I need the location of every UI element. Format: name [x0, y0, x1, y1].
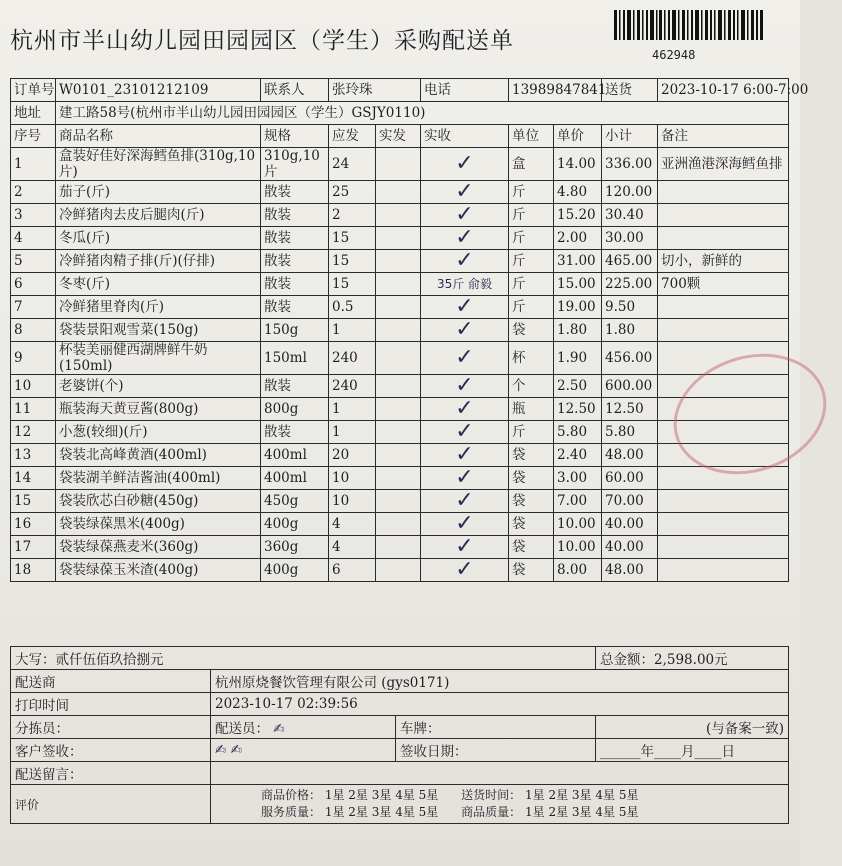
item-unit: 斤 [509, 250, 554, 273]
row-no: 6 [11, 273, 56, 296]
item-qty: 4 [329, 536, 376, 559]
received-check: ✓ [421, 490, 509, 513]
item-unit: 斤 [509, 204, 554, 227]
item-spec: 400ml [261, 444, 329, 467]
item-subtotal: 12.50 [602, 398, 658, 421]
message-label: 配送留言： [11, 762, 211, 785]
item-name: 袋装绿葆燕麦米(360g) [56, 536, 261, 559]
row-no: 4 [11, 227, 56, 250]
item-qty: 6 [329, 559, 376, 582]
table-row [11, 513, 789, 536]
table-row [11, 467, 789, 490]
item-name: 袋装景阳观雪菜(150g) [56, 319, 261, 342]
item-subtotal: 1.80 [602, 319, 658, 342]
item-qty: 10 [329, 467, 376, 490]
item-price: 12.50 [554, 398, 602, 421]
item-subtotal: 48.00 [602, 559, 658, 582]
item-subtotal: 120.00 [602, 181, 658, 204]
item-subtotal: 40.00 [602, 513, 658, 536]
col-header: 实收 [421, 125, 509, 148]
total-value: 2,598.00元 [654, 652, 728, 668]
item-spec: 散装 [261, 421, 329, 444]
received-check: ✓ [421, 342, 509, 375]
col-header: 规格 [261, 125, 329, 148]
actual-qty [376, 319, 421, 342]
row-no: 7 [11, 296, 56, 319]
received-check: ✓ [421, 319, 509, 342]
received-check: 35斤 俞毅 [421, 273, 509, 296]
item-price: 8.00 [554, 559, 602, 582]
item-spec: 310g,10片 [261, 148, 329, 181]
item-spec: 散装 [261, 250, 329, 273]
row-no: 5 [11, 250, 56, 273]
item-note [658, 319, 789, 342]
item-spec: 400g [261, 559, 329, 582]
item-unit: 袋 [509, 467, 554, 490]
item-unit: 个 [509, 375, 554, 398]
address-label: 地址 [11, 102, 56, 125]
actual-qty [376, 490, 421, 513]
item-price: 3.00 [554, 467, 602, 490]
item-price: 2.40 [554, 444, 602, 467]
sign-date-label: 签收日期： [396, 739, 596, 762]
item-unit: 盒 [509, 148, 554, 181]
item-name: 袋装绿葆黑米(400g) [56, 513, 261, 536]
item-subtotal: 465.00 [602, 250, 658, 273]
table-row [11, 181, 789, 204]
received-check: ✓ [421, 444, 509, 467]
actual-qty [376, 536, 421, 559]
row-no: 14 [11, 467, 56, 490]
address-row [11, 102, 789, 125]
actual-qty [376, 398, 421, 421]
item-name: 冷鲜猪里脊肉(斤) [56, 296, 261, 319]
item-price: 31.00 [554, 250, 602, 273]
item-spec: 400ml [261, 467, 329, 490]
table-row [11, 227, 789, 250]
actual-qty [376, 559, 421, 582]
item-subtotal: 5.80 [602, 421, 658, 444]
table-row [11, 490, 789, 513]
item-note [658, 181, 789, 204]
item-spec: 散装 [261, 181, 329, 204]
item-spec: 150ml [261, 342, 329, 375]
received-check: ✓ [421, 467, 509, 490]
item-unit: 斤 [509, 296, 554, 319]
table-row [11, 273, 789, 296]
actual-qty [376, 467, 421, 490]
plate-label: 车牌： [396, 716, 596, 739]
amount-in-words: 大写：贰仟伍佰玖拾捌元 [11, 647, 596, 670]
item-spec: 散装 [261, 296, 329, 319]
item-note: 700颗 [658, 273, 789, 296]
actual-qty [376, 513, 421, 536]
deliverer-signature: ✍ [269, 721, 285, 737]
address: 建工路58号(杭州市半山幼儿园田园园区（学生）GSJY0110) [56, 102, 789, 125]
col-header: 序号 [11, 125, 56, 148]
item-qty: 4 [329, 513, 376, 536]
delivery-label: 送货 [602, 79, 658, 102]
item-name: 瓶装海天黄豆酱(800g) [56, 398, 261, 421]
item-subtotal: 60.00 [602, 467, 658, 490]
item-subtotal: 456.00 [602, 342, 658, 375]
table-row [11, 148, 789, 181]
row-no: 13 [11, 444, 56, 467]
table-row [11, 375, 789, 398]
item-price: 14.00 [554, 148, 602, 181]
item-price: 5.80 [554, 421, 602, 444]
item-note [658, 296, 789, 319]
item-price: 1.90 [554, 342, 602, 375]
print-time: 2023-10-17 02:39:56 [211, 693, 789, 716]
received-check: ✓ [421, 148, 509, 181]
order-table [10, 78, 809, 582]
item-spec: 360g [261, 536, 329, 559]
barcode-number: 462948 [652, 48, 696, 62]
filing-note: (与备案一致) [596, 716, 789, 739]
received-check: ✓ [421, 204, 509, 227]
item-price: 10.00 [554, 513, 602, 536]
item-subtotal: 40.00 [602, 536, 658, 559]
item-subtotal: 70.00 [602, 490, 658, 513]
actual-qty [376, 444, 421, 467]
received-check: ✓ [421, 559, 509, 582]
received-check: ✓ [421, 536, 509, 559]
barcode [614, 10, 764, 40]
item-qty: 20 [329, 444, 376, 467]
row-no: 18 [11, 559, 56, 582]
actual-qty [376, 204, 421, 227]
item-unit: 瓶 [509, 398, 554, 421]
col-header: 单价 [554, 125, 602, 148]
col-header: 商品名称 [56, 125, 261, 148]
received-check: ✓ [421, 513, 509, 536]
item-qty: 2 [329, 204, 376, 227]
print-time-label: 打印时间 [11, 693, 211, 716]
item-name: 袋装湖羊鲜洁酱油(400ml) [56, 467, 261, 490]
item-qty: 15 [329, 227, 376, 250]
item-qty: 15 [329, 250, 376, 273]
row-no: 16 [11, 513, 56, 536]
item-name: 杯装美丽健西湖牌鲜牛奶(150ml) [56, 342, 261, 375]
row-no: 1 [11, 148, 56, 181]
row-no: 15 [11, 490, 56, 513]
item-spec: 散装 [261, 204, 329, 227]
received-check: ✓ [421, 375, 509, 398]
row-no: 11 [11, 398, 56, 421]
received-check: ✓ [421, 250, 509, 273]
item-note: 亚洲渔港深海鳕鱼排 [658, 148, 789, 181]
item-subtotal: 30.40 [602, 204, 658, 227]
item-price: 19.00 [554, 296, 602, 319]
received-check: ✓ [421, 398, 509, 421]
contact-label: 联系人 [261, 79, 329, 102]
actual-qty [376, 342, 421, 375]
item-note [658, 513, 789, 536]
row-no: 9 [11, 342, 56, 375]
message [211, 762, 789, 785]
table-row [11, 444, 789, 467]
item-price: 15.00 [554, 273, 602, 296]
item-note [658, 559, 789, 582]
row-no: 3 [11, 204, 56, 227]
deliverer-cell [211, 716, 396, 739]
item-qty: 24 [329, 148, 376, 181]
col-header: 应发 [329, 125, 376, 148]
item-spec: 散装 [261, 375, 329, 398]
table-row [11, 559, 789, 582]
deliverer-label: 配送员： [215, 721, 269, 737]
actual-qty [376, 296, 421, 319]
item-subtotal: 225.00 [602, 273, 658, 296]
col-header: 小计 [602, 125, 658, 148]
table-row [11, 250, 789, 273]
received-check: ✓ [421, 227, 509, 250]
table-row [11, 398, 789, 421]
actual-qty [376, 148, 421, 181]
item-subtotal: 48.00 [602, 444, 658, 467]
item-name: 冬瓜(斤) [56, 227, 261, 250]
item-qty: 1 [329, 421, 376, 444]
actual-qty [376, 181, 421, 204]
item-unit: 袋 [509, 559, 554, 582]
eval-label: 评价 [11, 785, 211, 824]
rating-area: 商品价格： 1星 2星 3星 4星 5星 送货时间： 1星 2星 3星 4星 5星 服务质量： 1星 2星 3星 4星 5星 商品质量： 1星 2星 3星 4星 5星 [211, 785, 789, 824]
item-qty: 0.5 [329, 296, 376, 319]
contact: 张玲珠 [329, 79, 421, 102]
table-row [11, 296, 789, 319]
footer-table [10, 646, 789, 824]
actual-qty [376, 273, 421, 296]
sheet-title: 杭州市半山幼儿园田园园区（学生）采购配送单 [10, 28, 514, 54]
item-spec: 800g [261, 398, 329, 421]
item-price: 7.00 [554, 490, 602, 513]
item-unit: 斤 [509, 421, 554, 444]
col-header: 单位 [509, 125, 554, 148]
item-unit: 斤 [509, 273, 554, 296]
total-amount [596, 647, 789, 670]
actual-qty [376, 250, 421, 273]
item-price: 1.80 [554, 319, 602, 342]
customer-signature: ✍ ✍ [211, 739, 396, 762]
quality-stars[interactable]: 1星 2星 3星 4星 5星 [525, 805, 639, 819]
item-name: 冷鲜猪肉去皮后腿肉(斤) [56, 204, 261, 227]
item-qty: 1 [329, 319, 376, 342]
row-no: 2 [11, 181, 56, 204]
row-no: 10 [11, 375, 56, 398]
phone: 13989847841 [509, 79, 602, 102]
order-no-label: 订单号 [11, 79, 56, 102]
item-subtotal: 336.00 [602, 148, 658, 181]
col-header: 备注 [658, 125, 789, 148]
item-name: 冷鲜猪肉精子排(斤)(仔排) [56, 250, 261, 273]
item-qty: 15 [329, 273, 376, 296]
item-name: 老婆饼(个) [56, 375, 261, 398]
item-name: 袋装绿葆玉米渣(400g) [56, 559, 261, 582]
item-subtotal: 9.50 [602, 296, 658, 319]
item-unit: 斤 [509, 181, 554, 204]
item-qty: 10 [329, 490, 376, 513]
table-row [11, 204, 789, 227]
table-row [11, 421, 789, 444]
item-unit: 斤 [509, 227, 554, 250]
item-qty: 25 [329, 181, 376, 204]
item-note [658, 227, 789, 250]
item-qty: 240 [329, 375, 376, 398]
table-row [11, 342, 789, 375]
received-check: ✓ [421, 296, 509, 319]
item-note [658, 536, 789, 559]
actual-qty [376, 421, 421, 444]
item-qty: 1 [329, 398, 376, 421]
picker-label: 分拣员： [11, 716, 211, 739]
item-price: 2.50 [554, 375, 602, 398]
item-unit: 袋 [509, 319, 554, 342]
row-no: 17 [11, 536, 56, 559]
item-subtotal: 30.00 [602, 227, 658, 250]
item-name: 冬枣(斤) [56, 273, 261, 296]
supplier: 杭州原烧餐饮管理有限公司 (gys0171) [211, 670, 789, 693]
item-spec: 400g [261, 513, 329, 536]
item-name: 袋装北高峰黄酒(400ml) [56, 444, 261, 467]
item-unit: 袋 [509, 513, 554, 536]
row-no: 12 [11, 421, 56, 444]
sign-date: ______年____月____日 [596, 739, 789, 762]
item-price: 10.00 [554, 536, 602, 559]
item-spec: 散装 [261, 273, 329, 296]
actual-qty [376, 375, 421, 398]
table-row [11, 536, 789, 559]
order-no: W0101_23101212109 [56, 79, 261, 102]
item-name: 小葱(较细)(斤) [56, 421, 261, 444]
item-price: 2.00 [554, 227, 602, 250]
item-unit: 袋 [509, 444, 554, 467]
item-name: 茄子(斤) [56, 181, 261, 204]
item-name: 袋装欣芯白砂糖(450g) [56, 490, 261, 513]
item-price: 4.80 [554, 181, 602, 204]
column-header-row [11, 125, 789, 148]
item-spec: 150g [261, 319, 329, 342]
item-qty: 240 [329, 342, 376, 375]
service-stars[interactable]: 1星 2星 3星 4星 5星 [324, 805, 439, 819]
delivery-time: 2023-10-17 6:00-7:00 [658, 79, 789, 102]
row-no: 8 [11, 319, 56, 342]
item-unit: 杯 [509, 342, 554, 375]
item-spec: 散装 [261, 227, 329, 250]
item-name: 盒装好佳好深海鳕鱼排(310g,10片) [56, 148, 261, 181]
item-unit: 袋 [509, 490, 554, 513]
customer-sign-label: 客户签收： [11, 739, 211, 762]
item-note: 切小，新鲜的 [658, 250, 789, 273]
table-row [11, 319, 789, 342]
received-check: ✓ [421, 181, 509, 204]
total-label: 总金额： [600, 652, 654, 668]
item-unit: 袋 [509, 536, 554, 559]
item-spec: 450g [261, 490, 329, 513]
item-subtotal: 600.00 [602, 375, 658, 398]
order-info-row [11, 79, 789, 102]
price-stars[interactable]: 1星 2星 3星 4星 5星 [324, 788, 439, 802]
received-check: ✓ [421, 421, 509, 444]
actual-qty [376, 227, 421, 250]
item-note [658, 204, 789, 227]
time-stars[interactable]: 1星 2星 3星 4星 5星 [525, 788, 639, 802]
supplier-label: 配送商 [11, 670, 211, 693]
phone-label: 电话 [421, 79, 509, 102]
col-header: 实发 [376, 125, 421, 148]
item-price: 15.20 [554, 204, 602, 227]
item-note [658, 490, 789, 513]
